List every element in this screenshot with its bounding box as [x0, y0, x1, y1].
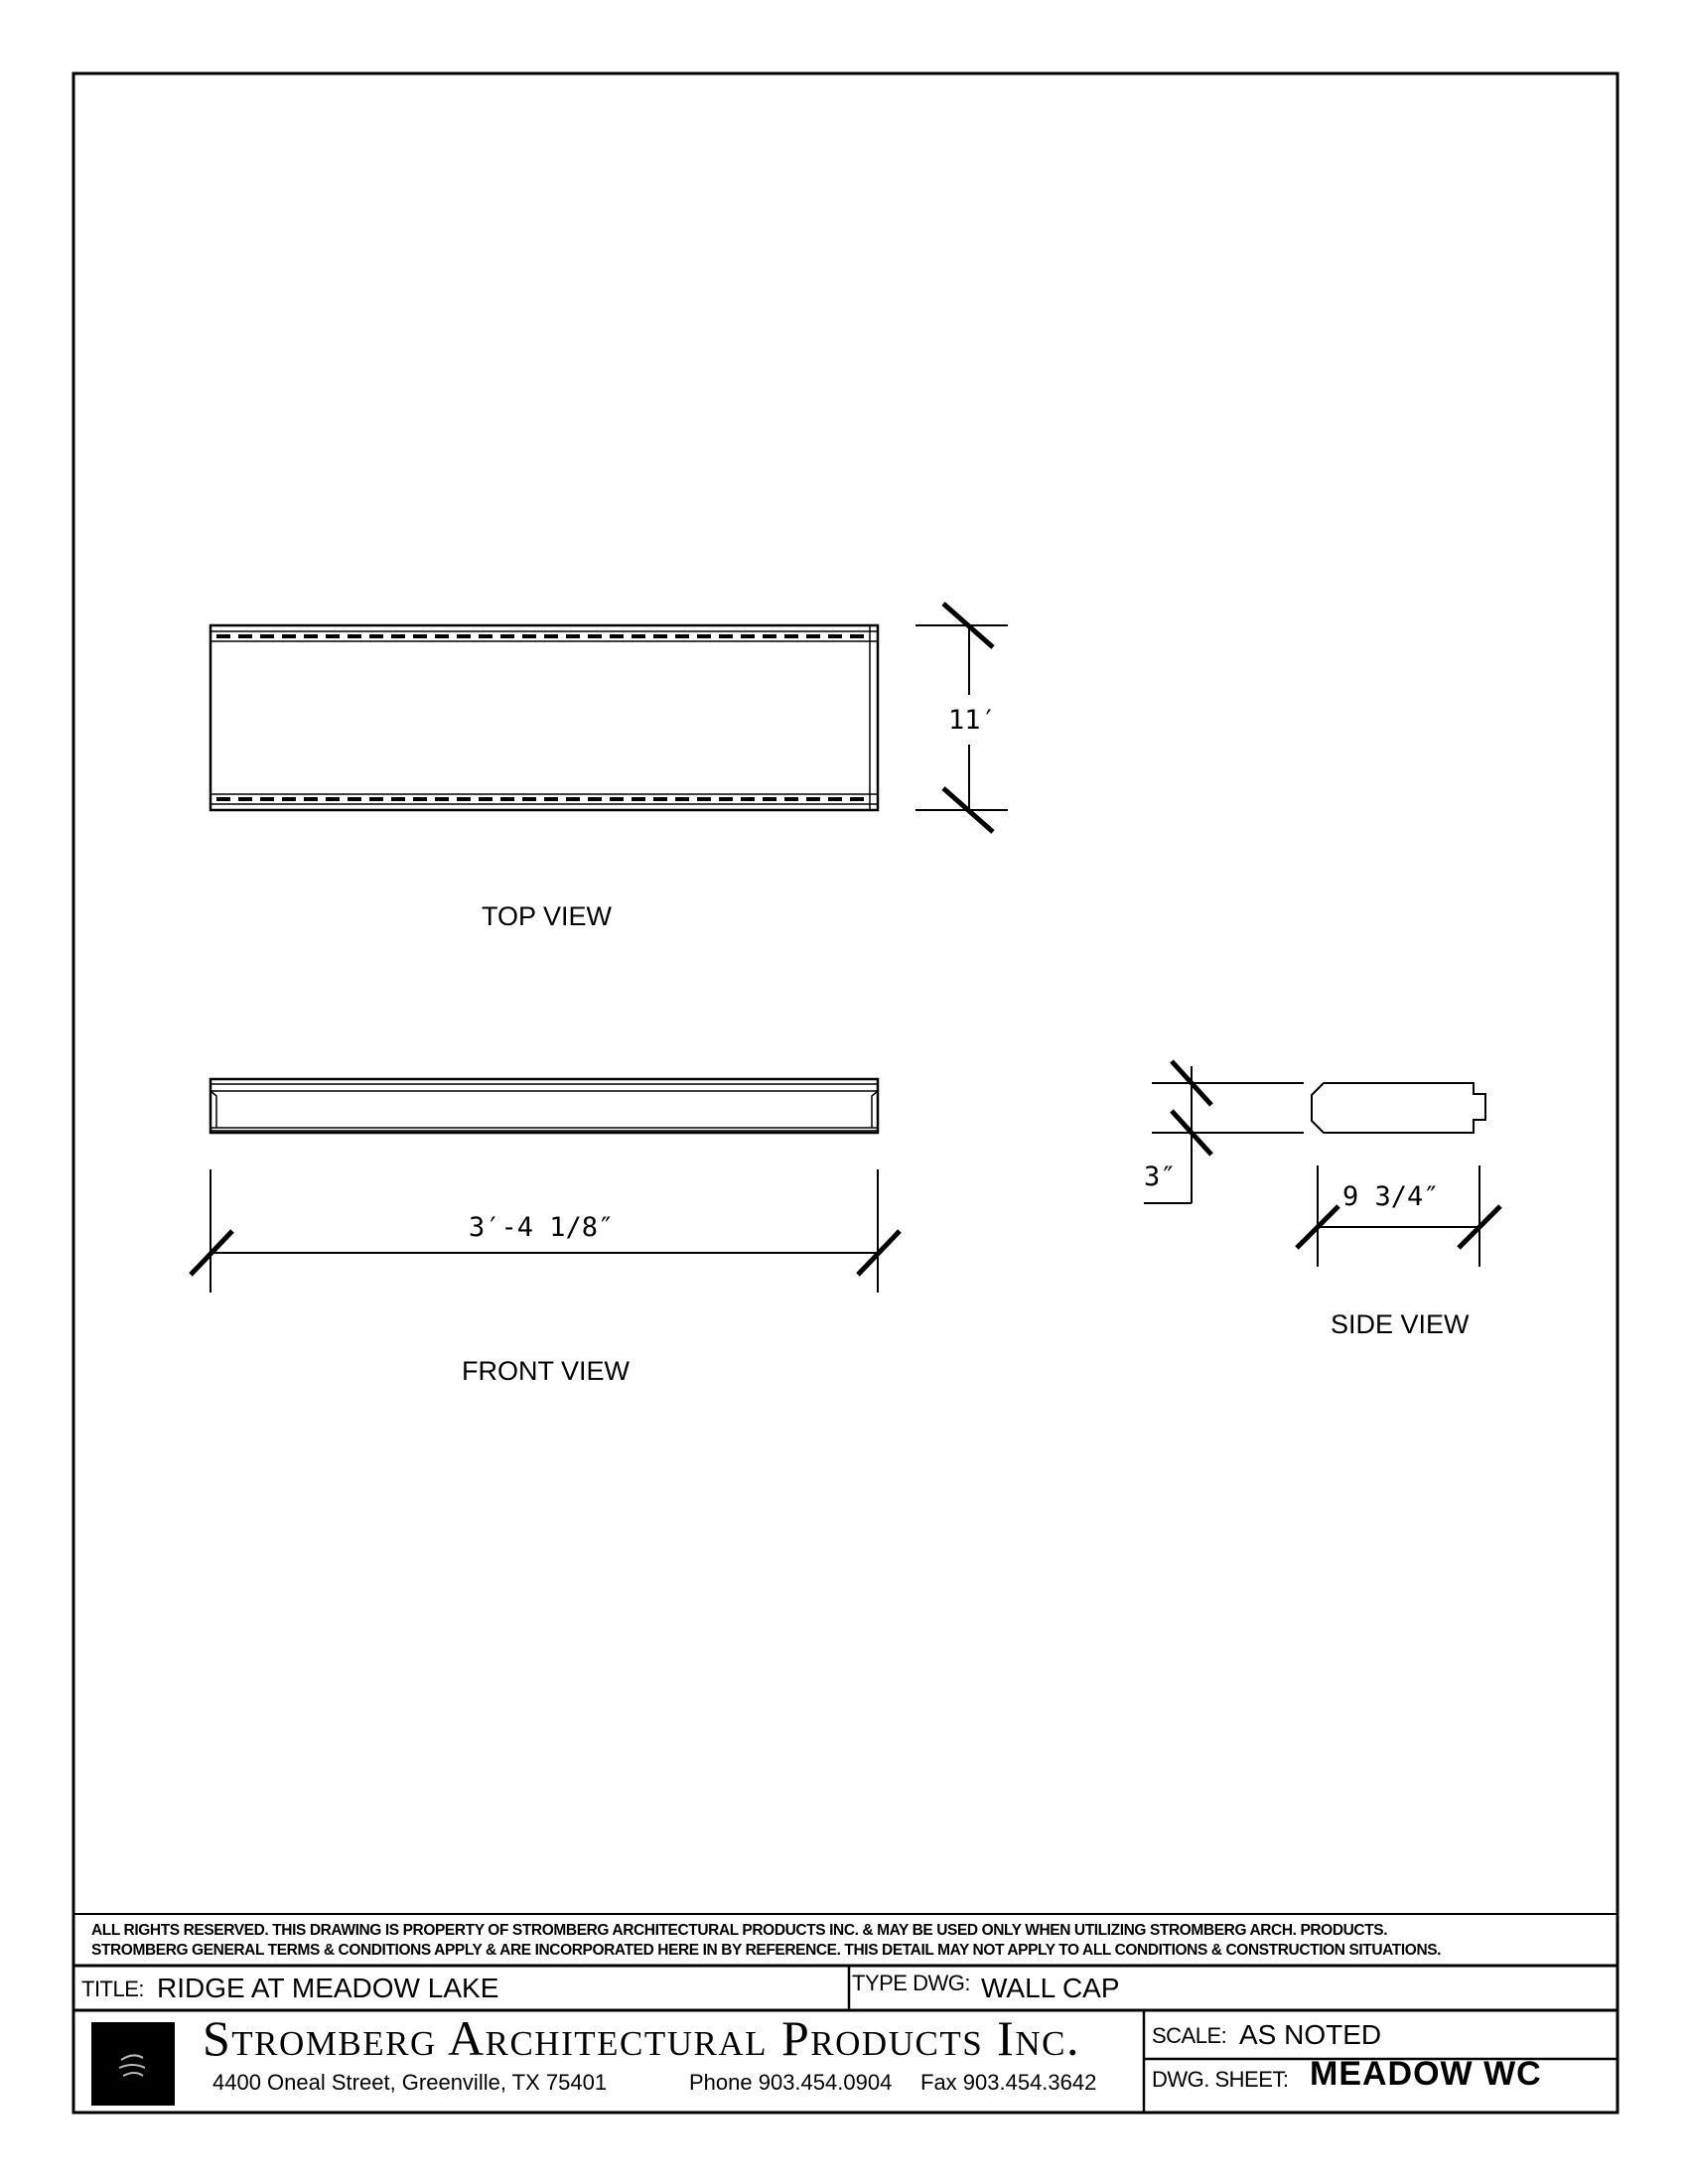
type-dwg-label: TYPE DWG:	[852, 1971, 970, 1995]
front-view-label: FRONT VIEW	[462, 1356, 631, 1386]
side-view	[1312, 1083, 1485, 1133]
company-name: Stromberg Architectural Products Inc.	[203, 2010, 1080, 2066]
front-view	[211, 1079, 878, 1133]
side-view-width-label: 9 3/4″	[1342, 1181, 1440, 1212]
front-view-length-label: 3′-4 1/8″	[469, 1212, 615, 1243]
company-logo	[91, 2022, 175, 2106]
top-view-label: TOP VIEW	[482, 901, 613, 931]
sheet-border	[73, 73, 1618, 2113]
side-view-label: SIDE VIEW	[1331, 1309, 1470, 1339]
type-dwg-value: WALL CAP	[981, 1973, 1120, 2003]
top-view-depth-label: 11′	[948, 705, 997, 736]
company-phone: Phone 903.454.0904	[689, 2070, 893, 2095]
side-view-height-label: 3″	[1144, 1161, 1177, 1192]
dwg-sheet-value: MEADOW WC	[1310, 2055, 1542, 2093]
company-address: 4400 Oneal Street, Greenville, TX 75401	[212, 2070, 608, 2095]
scale-label: SCALE:	[1152, 2023, 1227, 2048]
company-fax: Fax 903.454.3642	[920, 2070, 1097, 2095]
top-view	[211, 625, 878, 810]
legal-notice-line-2: STROMBERG GENERAL TERMS & CONDITIONS APPLY & ARE INCORPORATED HERE IN BY REFERENCE. THIS DETAIL MAY NOT APPLY TO ALL CONDITIONS & CONSTRUCTION SITUATIONS.	[91, 1942, 1442, 1959]
scale-value: AS NOTED	[1239, 2019, 1382, 2050]
legal-notice-line-1: ALL RIGHTS RESERVED. THIS DRAWING IS PROPERTY OF STROMBERG ARCHITECTURAL PRODUCTS INC. & MAY BE USED ONLY WHEN UTILIZING STROMBERG ARCH. PRODUCTS.	[91, 1922, 1388, 1939]
company-logo-mark-icon	[91, 2022, 175, 2106]
title-label: TITLE:	[81, 1977, 145, 2001]
dwg-sheet-label: DWG. SHEET:	[1152, 2067, 1289, 2092]
title-value: RIDGE AT MEADOW LAKE	[157, 1973, 499, 2003]
